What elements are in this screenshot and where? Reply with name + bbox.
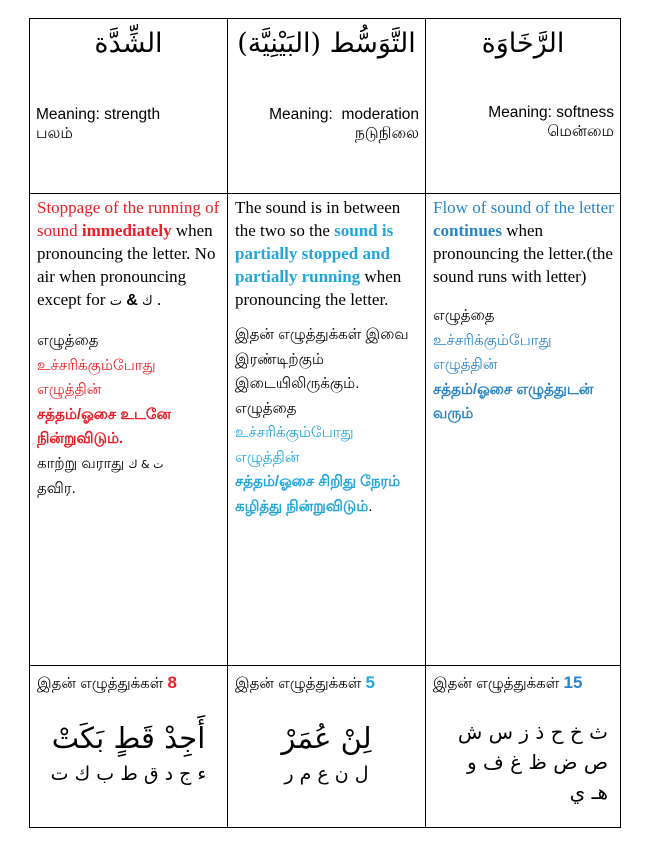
exception-letter-kaf: ك [142, 294, 153, 309]
tawassut-ta-line: எழுத்தை [235, 399, 297, 417]
shiddah-header-cell [30, 19, 228, 194]
rakhawah-letter-count [426, 666, 620, 695]
tawassut-desc-part: The sound is in between the two so the [235, 198, 401, 240]
count-label: இதன் எழுத்துக்கள் [433, 675, 560, 692]
shiddah-ta-tail [37, 452, 221, 478]
shiddah-ta-tail-end: தவிர. [37, 480, 76, 497]
rakhawah-meaning-ta: மென்மை [547, 123, 614, 140]
shiddah-letter-count [30, 666, 227, 695]
tawassut-description-en [228, 194, 425, 311]
rakhawah-desc-part: continues [433, 221, 502, 240]
exception-ampersand: & [126, 292, 138, 309]
rakhawah-desc-part: Flow of sound of the letter [433, 198, 614, 217]
shiddah-meaning [30, 105, 227, 143]
letters-row [30, 666, 621, 828]
shiddah-desc-part: when pronouncing the letter. No air when pronouncing except for [37, 221, 216, 309]
rakhawah-desc-part: when pronouncing the letter.(the sound runs with letter) [433, 221, 613, 286]
shiddah-ta-line: எழுத்தை [37, 332, 99, 349]
rakhawah-description-cell [426, 194, 621, 666]
rakhawah-letters-line: ص ض ظ غ ف و [467, 750, 608, 774]
tawassut-meaning [228, 105, 425, 143]
rakhawah-title: الرَّخَاوَة [481, 28, 565, 59]
shiddah-ta-line: உச்சரிக்கும்போது [37, 356, 156, 374]
shiddah-ta-line: எழுத்தின் [37, 381, 102, 398]
tawassut-desc-part: when pronouncing the letter. [235, 267, 402, 309]
shiddah-description-en [30, 194, 227, 313]
shiddah-letters-cell [30, 666, 228, 828]
rakhawah-ta-line: சத்தம்/ஓசை எழுத்துடன் வரும் [433, 380, 594, 422]
shiddah-ta-line: சத்தம்/ஓசை உடனே நின்றுவிடும். [37, 405, 172, 447]
exception-end: . [152, 290, 162, 309]
description-row [30, 194, 621, 666]
count-value: 5 [365, 673, 375, 692]
tawassut-letter-count [228, 666, 425, 695]
rakhawah-meaning-en: Meaning: softness [488, 104, 614, 121]
shiddah-description-cell [30, 194, 228, 666]
rakhawah-header-cell [426, 19, 621, 194]
tawassut-ta-line: சத்தம்/ஓசை சிறிது நேரம் கழித்து நின்றுவிடும் [235, 473, 401, 515]
count-value: 8 [167, 673, 177, 692]
rakhawah-letters-line: ث خ ح ذ ز س ش [457, 720, 608, 744]
tawassut-ta-period: . [368, 497, 373, 515]
rakhawah-ta-line: உச்சரிக்கும்போது [433, 331, 552, 349]
rakhawah-description-en [426, 194, 620, 288]
tawassut-header-cell [228, 19, 426, 194]
rakhawah-meaning [426, 103, 620, 141]
sifat-comparison-table [29, 18, 621, 828]
shiddah-ta-tail-text: காற்று வராது [37, 454, 125, 472]
tawassut-ta-line: உச்சரிக்கும்போது [235, 424, 354, 441]
shiddah-meaning-ta: பலம் [36, 125, 73, 142]
tawassut-letters: ل ن ع م ر [284, 763, 369, 785]
tawassut-meaning-ta: நடுநிலை [354, 125, 419, 142]
shiddah-desc-part: immediately [81, 221, 172, 240]
shiddah-ta-tail-letters: ت & ك [128, 457, 164, 471]
tawassut-desc-part: sound is partially stopped and partially running [235, 221, 394, 286]
count-label: இதன் எழுத்துக்கள் [235, 675, 362, 692]
shiddah-description-ta [30, 329, 227, 502]
tawassut-ta-line: இதன் எழுத்துக்கள் இவை இரண்டிற்கும் இடையிலிருக்கும். [235, 326, 409, 392]
count-label: இதன் எழுத்துக்கள் [37, 675, 164, 692]
tawassut-letters-cell [228, 666, 426, 828]
shiddah-mnemonic: أَجِدْ قَطٍ بَكَتْ [51, 721, 206, 755]
tawassut-meaning-en: Meaning: moderation [269, 106, 419, 123]
tawassut-description-ta [228, 323, 425, 519]
rakhawah-ta-line: எழுத்தை [433, 307, 495, 324]
tawassut-title: التَّوَسُّط (البَيْنِيَّة) [237, 28, 416, 59]
rakhawah-letters-cell [426, 666, 621, 828]
rakhawah-description-ta [426, 304, 620, 427]
header-row [30, 19, 621, 194]
shiddah-meaning-en: Meaning: strength [36, 106, 161, 123]
shiddah-title: الشِّدَّة [94, 28, 163, 59]
rakhawah-ta-line: எழுத்தின் [433, 356, 498, 373]
rakhawah-letters-line: هـ ي [569, 780, 608, 804]
tawassut-ta-line: எழுத்தின் [235, 448, 300, 466]
tawassut-ta-final [235, 470, 419, 519]
tawassut-mnemonic: لِنْ عُمَرْ [281, 721, 372, 755]
exception-letter-ta: ت [109, 294, 122, 309]
shiddah-desc-part: Stoppage of the running of sound [37, 198, 220, 240]
shiddah-letters: ء ج د ق ط ب ك ت [50, 763, 207, 785]
rakhawah-letters [426, 717, 620, 807]
count-value: 15 [563, 673, 583, 692]
tawassut-description-cell [228, 194, 426, 666]
